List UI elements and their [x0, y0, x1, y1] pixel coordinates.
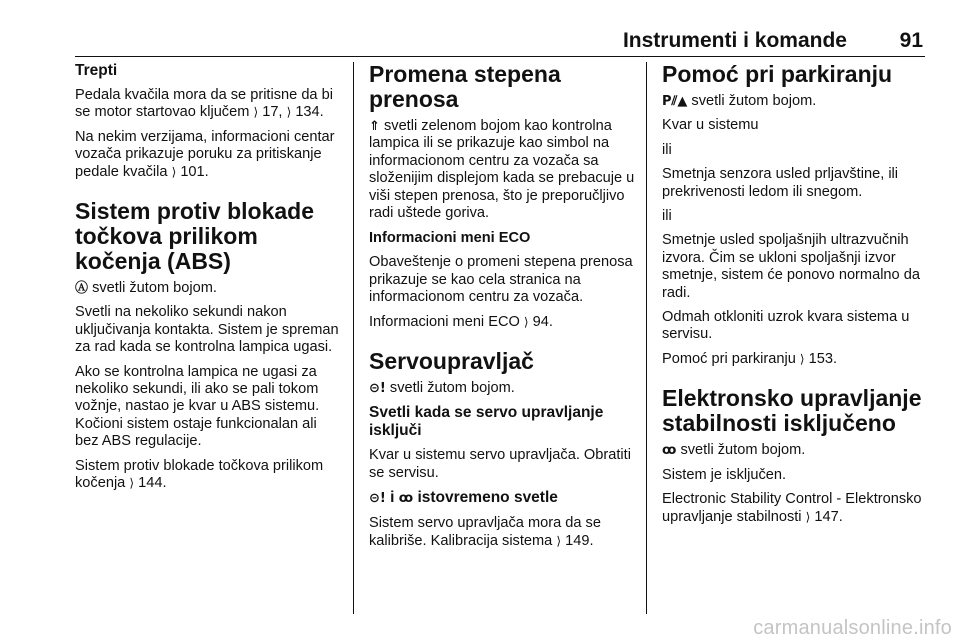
- section-title: Promena stepena prenosa: [369, 61, 561, 112]
- paragraph: Sistem je isključen.: [662, 466, 787, 483]
- paragraph: Smetnje usled spoljašnjih ultrazvučnih izvora. Čim se ukloni spoljašnji izvor smetnje, sistem će ponovo normalno da radi.: [662, 232, 920, 301]
- paragraph: Na nekim verzijama, informacioni centar vozača prikazuje poruku za pritiskanje pedale kvačila ⟩ 101.: [75, 128, 335, 180]
- paragraph: Kvar u sistemu servo upravljača. Obratiti se servisu.: [369, 447, 631, 481]
- subsection-heading: Svetli kada se servo upravljanje isključi: [369, 404, 604, 440]
- esc-off-icon: ꝏ: [662, 443, 677, 459]
- paragraph: Sistem protiv blokade točkova prilikom kočenja ⟩ 144.: [75, 457, 324, 492]
- page-number: 91: [899, 29, 923, 52]
- paragraph: Ⓐ svetli žutom bojom.: [75, 280, 217, 297]
- paragraph: ⊝! svetli žutom bojom.: [369, 380, 515, 397]
- paragraph: Kvar u sistemu: [662, 117, 759, 134]
- parking-assist-icon: P⫽▲: [662, 94, 688, 109]
- paragraph: Obaveštenje o promeni stepena prenosa prikazuje se kao cela stranica na informacionom centru za vozača.: [369, 254, 633, 306]
- column-divider: [353, 62, 354, 614]
- paragraph: Svetli na nekoliko sekundi nakon uključivanja kontakta. Sistem je spreman za rad kada se kontrolna lampica ugasi.: [75, 304, 339, 356]
- section-title: Elektronsko upravljanje stabilnosti isključeno: [662, 385, 922, 437]
- column-divider: [646, 62, 647, 614]
- page-ref-icon: ⟩: [171, 164, 177, 179]
- steering-warning-icon: ⊝!: [369, 381, 386, 397]
- paragraph: ili: [662, 208, 672, 225]
- page-ref-icon: ⟩: [523, 314, 529, 329]
- page-ref-icon: ⟩: [129, 476, 135, 491]
- paragraph: Electronic Stability Control - Elektronsko upravljanje stabilnosti ⟩ 147.: [662, 491, 922, 525]
- column-right: [662, 62, 928, 533]
- section-title: Sistem protiv blokade točkova prilikom kočenja (ABS): [75, 198, 315, 275]
- page-header: [75, 28, 925, 56]
- paragraph: Pedala kvačila mora da se pritisne da bi se motor startovao ključem ⟩ 17, ⟩ 134.: [75, 87, 333, 121]
- paragraph: Ako se kontrolna lampica ne ugasi za nekoliko sekundi, ili ako se pali tokom vožnje, nastao je kvar u ABS sistemu. Kočioni sistem ostaje funkcionalan ali bez ABS regulacije.: [75, 363, 320, 450]
- page-ref-icon: ⟩: [286, 105, 292, 120]
- page-ref-icon: ⟩: [799, 351, 805, 366]
- page-ref-icon: ⟩: [253, 105, 259, 120]
- paragraph: ꝏ svetli žutom bojom.: [662, 442, 806, 459]
- paragraph: P⫽▲ svetli žutom bojom.: [662, 93, 817, 109]
- abs-icon: Ⓐ: [75, 281, 89, 297]
- paragraph: Informacioni meni ECO ⟩ 94.: [369, 313, 553, 330]
- subsection-heading: ⊝! i ꝏ istovremeno svetle: [369, 489, 558, 507]
- section-title: Servoupravljač: [369, 348, 534, 375]
- page-title: Instrumenti i komande: [622, 29, 847, 52]
- esc-off-icon: ꝏ: [398, 491, 414, 507]
- gear-shift-icon: ⇑: [369, 119, 380, 134]
- paragraph: Smetnja senzora usled prljavštine, ili prekrivenosti ledom ili snegom.: [662, 166, 899, 200]
- section-heading: Trepti: [75, 62, 118, 79]
- paragraph: ⇑ svetli zelenom bojom kao kontrolna lampica ili se prikazuje kao simbol na informacionom centru za vozača sa složenijim displejom kada se prebacuje u viši stepen prenosa, što je preporučljivo radi uštede goriva.: [369, 118, 635, 222]
- paragraph: Sistem servo upravljača mora da se kalibriše. Kalibracija sistema ⟩ 149.: [369, 515, 601, 549]
- page-ref-icon: ⟩: [805, 509, 811, 524]
- column-middle: [369, 62, 635, 557]
- paragraph: ili: [662, 141, 672, 158]
- header-rule: [75, 56, 925, 57]
- steering-warning-icon: ⊝!: [369, 491, 386, 507]
- page-ref-icon: ⟩: [556, 533, 562, 548]
- section-title: Pomoć pri parkiranju: [662, 61, 893, 87]
- paragraph: Pomoć pri parkiranju ⟩ 153.: [662, 350, 838, 367]
- watermark: carmanualsonline.info: [753, 617, 952, 639]
- column-left: [75, 62, 341, 500]
- subsection-heading: Informacioni meni ECO: [369, 230, 531, 247]
- paragraph: Odmah otkloniti uzrok kvara sistema u servisu.: [662, 309, 910, 343]
